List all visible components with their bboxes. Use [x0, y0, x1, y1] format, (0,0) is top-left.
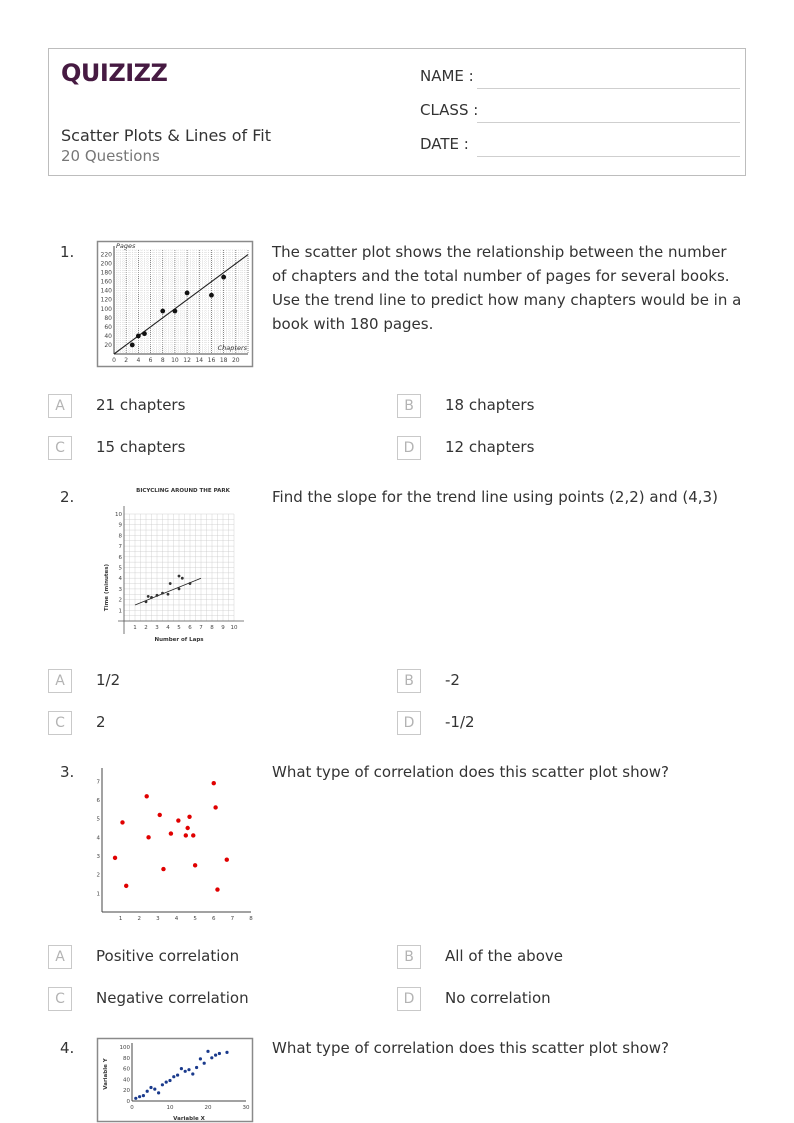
option-letter: B	[397, 669, 421, 693]
data-point	[147, 595, 150, 598]
y-tick-label: 7	[96, 779, 100, 786]
data-point	[169, 582, 172, 585]
class-label: CLASS :	[420, 101, 479, 119]
option-text: Negative correlation	[96, 989, 249, 1007]
date-field[interactable]	[420, 135, 740, 157]
option-text: All of the above	[445, 947, 563, 965]
data-point	[173, 309, 178, 314]
data-point	[150, 596, 153, 599]
y-tick-label: 6	[118, 554, 122, 561]
data-point	[187, 815, 191, 819]
data-point	[215, 887, 219, 891]
data-point	[212, 781, 216, 785]
data-point	[210, 1056, 213, 1059]
x-tick-label: 6	[148, 357, 153, 364]
y-tick-label: 140	[100, 287, 112, 295]
y-tick-label: 5	[118, 565, 122, 572]
x-tick-label: 8	[160, 357, 165, 364]
data-point	[203, 1062, 206, 1065]
y-tick-label: 220	[100, 251, 112, 259]
question-2-chart	[96, 484, 254, 646]
x-tick-label: 20	[231, 357, 240, 364]
question-4-text: What type of correlation does this scatter plot show?	[272, 1039, 670, 1057]
y-tick-label: 120	[100, 296, 112, 304]
question-1-chart	[96, 240, 254, 368]
data-point	[113, 856, 117, 860]
x-tick-label: 2	[137, 916, 141, 922]
x-tick-label: 4	[136, 357, 141, 364]
y-tick-label: 20	[123, 1088, 130, 1095]
date-line[interactable]	[477, 156, 740, 157]
data-point	[168, 1079, 171, 1082]
y-tick-label: 0	[126, 1099, 130, 1105]
option-text: -1/2	[445, 713, 475, 731]
y-tick-label: 1	[96, 891, 100, 898]
x-tick-label: 7	[230, 916, 235, 922]
option-text: 15 chapters	[96, 438, 186, 456]
y-tick-label: 2	[118, 597, 122, 604]
data-point	[161, 1083, 164, 1086]
y-tick-label: 10	[115, 512, 122, 518]
data-point	[145, 794, 149, 798]
x-tick-label: 16	[207, 357, 216, 364]
data-point	[142, 1094, 145, 1097]
x-tick-label: 10	[230, 625, 238, 631]
x-tick-label: 12	[183, 357, 191, 364]
y-tick-label: 80	[104, 314, 112, 322]
x-tick-label: 1	[118, 916, 123, 922]
question-2-number: 2.	[60, 488, 75, 506]
data-point	[213, 805, 217, 809]
x-tick-label: 3	[156, 916, 160, 922]
option-letter: A	[48, 669, 72, 693]
data-point	[187, 1068, 190, 1071]
worksheet-title: Scatter Plots & Lines of Fit	[61, 126, 271, 145]
data-point	[146, 835, 150, 839]
data-point	[225, 858, 229, 862]
data-point	[185, 826, 189, 830]
name-label: NAME :	[420, 67, 474, 85]
x-tick-label: 2	[144, 625, 148, 631]
x-tick-label: 0	[112, 357, 116, 364]
question-3-text: What type of correlation does this scatter plot show?	[272, 763, 670, 781]
y-tick-label: 5	[96, 816, 100, 823]
option-text: -2	[445, 671, 460, 689]
y-tick-label: 4	[118, 576, 122, 583]
class-field[interactable]	[420, 101, 740, 123]
x-tick-label: 4	[174, 916, 179, 922]
x-tick-label: 4	[166, 625, 170, 631]
y-tick-label: 9	[118, 522, 122, 529]
data-point	[193, 863, 197, 867]
question-4-chart	[96, 1037, 254, 1123]
x-tick-label: 6	[212, 916, 216, 922]
option-text: 18 chapters	[445, 396, 535, 414]
y-tick-label: 40	[123, 1077, 130, 1084]
data-point	[195, 1066, 198, 1069]
y-axis-label: Pages	[116, 242, 136, 250]
data-point	[172, 1075, 175, 1078]
option-letter: C	[48, 436, 72, 460]
x-tick-label: 5	[177, 625, 181, 631]
question-3-chart	[96, 760, 258, 922]
y-tick-label: 180	[100, 269, 112, 277]
name-field[interactable]	[420, 67, 740, 89]
y-tick-label: 6	[96, 798, 100, 804]
x-tick-label: 8	[210, 625, 214, 631]
question-2-text: Find the slope for the trend line using points (2,2) and (4,3)	[272, 488, 718, 506]
x-axis-label: Variable X	[173, 1116, 205, 1122]
data-point	[218, 1052, 221, 1055]
x-tick-label: 10	[166, 1105, 174, 1111]
data-point	[180, 1067, 183, 1070]
x-axis-label: Number of Laps	[154, 637, 204, 643]
data-point	[184, 1070, 187, 1073]
x-tick-label: 6	[188, 625, 192, 631]
y-tick-label: 2	[96, 872, 100, 879]
data-point	[134, 1097, 137, 1100]
question-1-text: The scatter plot shows the relationship between the number of chapters and the total number of pages for several books. Use the trend line to predict how many chapters would be in a book with 180 pages.	[272, 243, 742, 333]
data-point	[206, 1050, 209, 1053]
option-text: 2	[96, 713, 106, 731]
x-tick-label: 18	[219, 357, 228, 364]
y-tick-label: 160	[100, 278, 112, 286]
data-point	[181, 577, 184, 580]
data-point	[124, 884, 128, 888]
y-axis-label: Variable Y	[103, 1058, 109, 1090]
y-tick-label: 20	[104, 341, 112, 349]
x-tick-label: 1	[133, 625, 137, 631]
data-point	[169, 831, 173, 835]
option-letter: C	[48, 711, 72, 735]
x-axis-label: Chapters	[217, 344, 247, 352]
x-tick-label: 10	[171, 357, 179, 364]
y-tick-label: 40	[104, 332, 112, 340]
option-text: 1/2	[96, 671, 121, 689]
option-letter: C	[48, 987, 72, 1011]
data-point	[156, 594, 159, 597]
data-point	[176, 818, 180, 822]
x-tick-label: 2	[124, 357, 129, 364]
data-point	[138, 1095, 141, 1098]
y-tick-label: 3	[96, 854, 100, 860]
data-point	[130, 343, 135, 348]
option-letter: A	[48, 394, 72, 418]
data-point	[165, 1081, 168, 1084]
y-tick-label: 1	[118, 608, 122, 615]
option-text: Positive correlation	[96, 947, 240, 965]
data-point	[209, 293, 214, 298]
y-tick-label: 8	[118, 533, 122, 540]
y-tick-label: 4	[96, 835, 100, 842]
x-tick-label: 0	[130, 1105, 134, 1111]
data-point	[161, 592, 164, 595]
data-point	[161, 867, 165, 871]
class-line[interactable]	[477, 122, 740, 123]
option-text: No correlation	[445, 989, 551, 1007]
option-letter: D	[397, 987, 421, 1011]
y-tick-label: 100	[100, 305, 112, 313]
question-1-number: 1.	[60, 243, 75, 261]
data-point	[225, 1051, 228, 1054]
option-text: 12 chapters	[445, 438, 535, 456]
data-point	[149, 1086, 152, 1089]
data-point	[185, 291, 190, 296]
option-letter: B	[397, 945, 421, 969]
x-tick-label: 20	[204, 1105, 212, 1111]
data-point	[199, 1057, 202, 1060]
worksheet-header	[48, 48, 746, 176]
y-tick-label: 7	[118, 544, 122, 551]
y-tick-label: 60	[104, 323, 112, 331]
data-point	[157, 1091, 160, 1094]
data-point	[145, 600, 148, 603]
option-text: 21 chapters	[96, 396, 186, 414]
data-point	[146, 1090, 149, 1093]
data-point	[167, 593, 170, 596]
x-tick-label: 14	[195, 357, 204, 364]
y-axis-label: Time (minutes)	[104, 563, 110, 612]
data-point	[191, 833, 195, 837]
y-tick-label: 80	[123, 1055, 130, 1062]
date-label: DATE :	[420, 135, 469, 153]
data-point	[178, 575, 181, 578]
question-4-number: 4.	[60, 1039, 75, 1057]
option-letter: B	[397, 394, 421, 418]
data-point	[189, 582, 192, 585]
option-letter: A	[48, 945, 72, 969]
question-3-number: 3.	[60, 763, 75, 781]
y-tick-label: 100	[119, 1045, 130, 1051]
chart-title: BICYCLING AROUND THE PARK	[136, 488, 230, 494]
data-point	[120, 820, 124, 824]
y-tick-label: 60	[123, 1066, 130, 1073]
question-count: 20 Questions	[61, 147, 160, 165]
data-point	[160, 309, 165, 314]
quizizz-logo: QUIZIZZ	[61, 59, 168, 87]
data-point	[142, 331, 147, 336]
option-letter: D	[397, 711, 421, 735]
x-tick-label: 9	[221, 625, 225, 631]
x-tick-label: 7	[199, 625, 203, 631]
data-point	[184, 833, 188, 837]
data-point	[176, 1073, 179, 1076]
y-tick-label: 3	[118, 586, 122, 593]
name-line[interactable]	[477, 88, 740, 89]
data-point	[191, 1072, 194, 1075]
x-tick-label: 3	[155, 625, 159, 631]
data-point	[153, 1088, 156, 1091]
data-point	[214, 1054, 217, 1057]
x-tick-label: 30	[242, 1105, 250, 1111]
x-tick-label: 8	[249, 916, 253, 922]
option-letter: D	[397, 436, 421, 460]
x-tick-label: 5	[193, 916, 197, 922]
data-point	[136, 334, 141, 339]
data-point	[221, 275, 226, 280]
y-tick-label: 200	[100, 260, 112, 268]
data-point	[178, 588, 181, 591]
data-point	[158, 813, 162, 817]
